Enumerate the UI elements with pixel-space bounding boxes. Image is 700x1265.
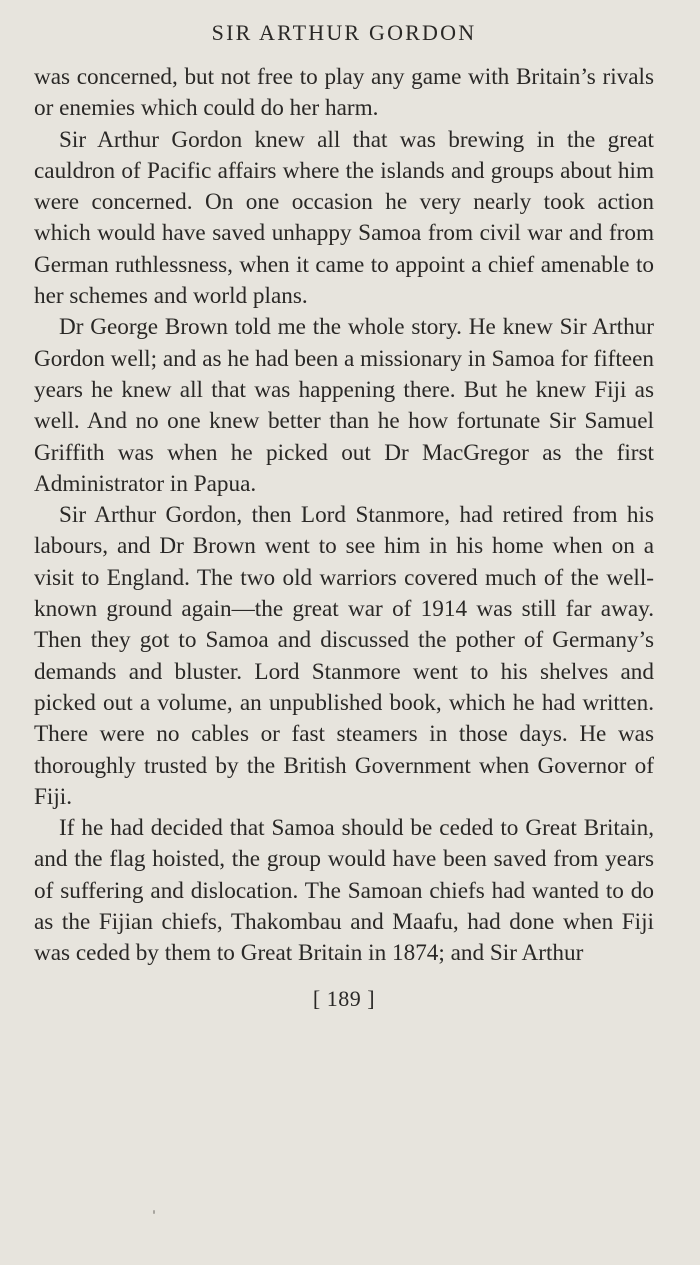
running-head: SIR ARTHUR GORDON: [211, 20, 477, 45]
paragraph-4: Sir Arthur Gordon, then Lord Stanmore, had retired from his labours, and Dr Brown went to see him in his home when on a visit to England. The two old warriors covered much of the well-known ground again—the great war of 1914 was still far away. Then they got to Samoa and discussed the pother of Germany’s demands and bluster. Lord Stanmore went to his shelves and picked out a volume, an unpublished book, which he had written. There were no cables or fast steamers in those days. He was thoroughly trusted by the British Government when Governor of Fiji.: [34, 502, 654, 810]
paragraph-5: If he had decided that Samoa should be ceded to Great Britain, and the flag hoisted, the group would have been saved from years of suffering and dislocation. The Samoan chiefs had wanted to do as the Fijian chiefs, Thakombau and Maafu, had done when Fiji was ceded by them to Great Britain in 1874; and Sir Arthur: [34, 815, 654, 967]
paragraph-1: was concerned, but not free to play any game with Britain’s rivals or enemies which could do her harm.: [34, 64, 654, 122]
paper-speck: [153, 1210, 155, 1214]
book-page: [34, 16, 654, 1012]
page-number: [ 189 ]: [312, 985, 376, 1011]
body-text: [34, 62, 654, 970]
paragraph-2: Sir Arthur Gordon knew all that was brewing in the great cauldron of Pacific affairs where the islands and groups about him were concerned. On one occasion he very nearly took action which would have saved unhappy Samoa from civil war and from German ruthlessness, when it came to appoint a chief amenable to her schemes and world plans.: [34, 126, 654, 310]
paragraph-3: Dr George Brown told me the whole story. He knew Sir Arthur Gordon well; and as he had been a missionary in Samoa for fifteen years he knew all that was happening there. But he knew Fiji as well. And no one knew better than he how fortunate Sir Samuel Griffith was when he picked out Dr MacGregor as the first Administrator in Papua.: [34, 314, 654, 497]
